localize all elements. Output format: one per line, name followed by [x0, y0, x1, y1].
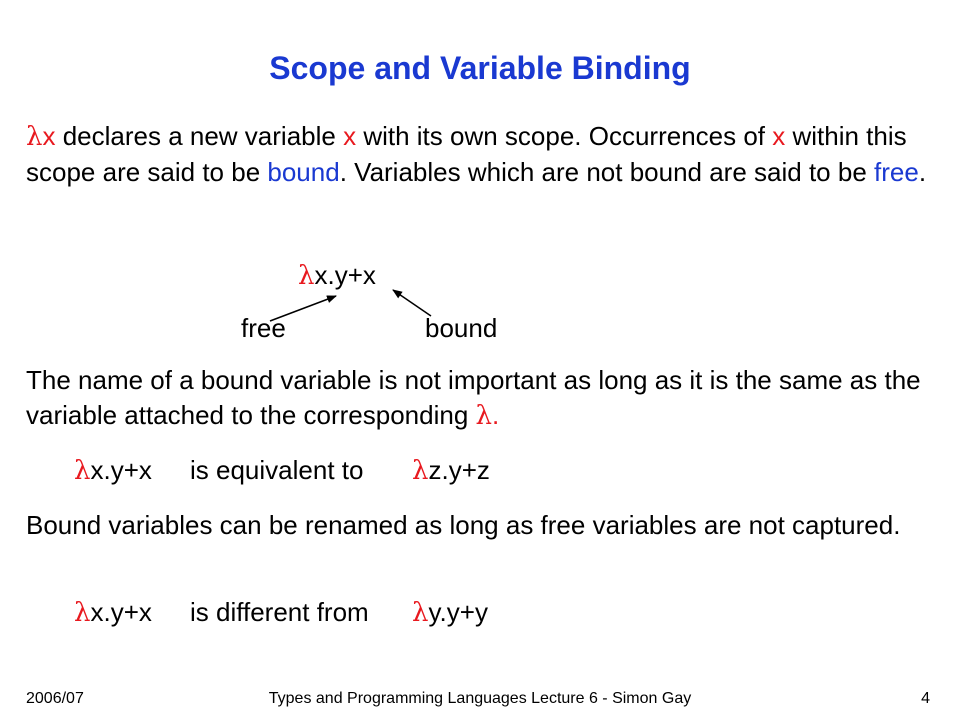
example2-right	[412, 455, 490, 486]
expr-body: y.y+y	[428, 597, 488, 627]
lambda-symbol: λ	[26, 122, 43, 152]
para1-text-4: . Variables which are not bound are said to be	[339, 157, 874, 187]
example3-relation: is different from	[190, 597, 369, 627]
expr-body: z.y+z	[428, 455, 490, 485]
lambda-symbol: λ	[298, 261, 315, 291]
lambda-symbol: λ	[74, 598, 91, 628]
expr-body: x.y+x	[90, 455, 152, 485]
var-x: x	[42, 121, 56, 151]
footer-course: Types and Programming Languages Lecture 6 - Simon Gay	[268, 690, 692, 707]
bound-word: bound	[267, 157, 340, 187]
expr-body: x.y+x	[314, 260, 376, 290]
example2-left	[74, 455, 152, 486]
slide-title: Scope and Variable Binding	[269, 50, 691, 86]
para1-text-2: with its own scope. Occurrences of	[356, 121, 773, 151]
footer-year: 2006/07	[26, 690, 84, 707]
para2-text: The name of a bound variable is not important as long as it is the same as the variable attached to the corresponding	[26, 365, 921, 430]
paragraph-capture: Bound variables can be renamed as long as free variables are not captured.	[26, 510, 901, 540]
free-word: free	[874, 157, 919, 187]
example3-right	[412, 597, 488, 628]
para1-text-1: declares a new variable	[55, 121, 344, 151]
para2-end: .	[492, 400, 500, 430]
example3-left	[74, 597, 152, 628]
lambda-symbol: λ	[475, 401, 493, 431]
var-x: x	[343, 121, 357, 151]
var-x: x	[772, 121, 786, 151]
expr-body: x.y+x	[90, 597, 152, 627]
paragraph-renaming	[26, 363, 938, 434]
lambda-symbol: λ	[412, 598, 429, 628]
lambda-symbol: λ	[74, 456, 91, 486]
footer-page-number: 4	[921, 690, 930, 707]
para1-text-5: .	[918, 157, 927, 187]
example2-relation: is equivalent to	[190, 455, 364, 485]
free-label: free	[241, 313, 286, 343]
bound-label: bound	[425, 313, 498, 343]
para1-text-3: within this scope are said to be	[26, 121, 907, 187]
lambda-symbol: λ	[412, 456, 429, 486]
